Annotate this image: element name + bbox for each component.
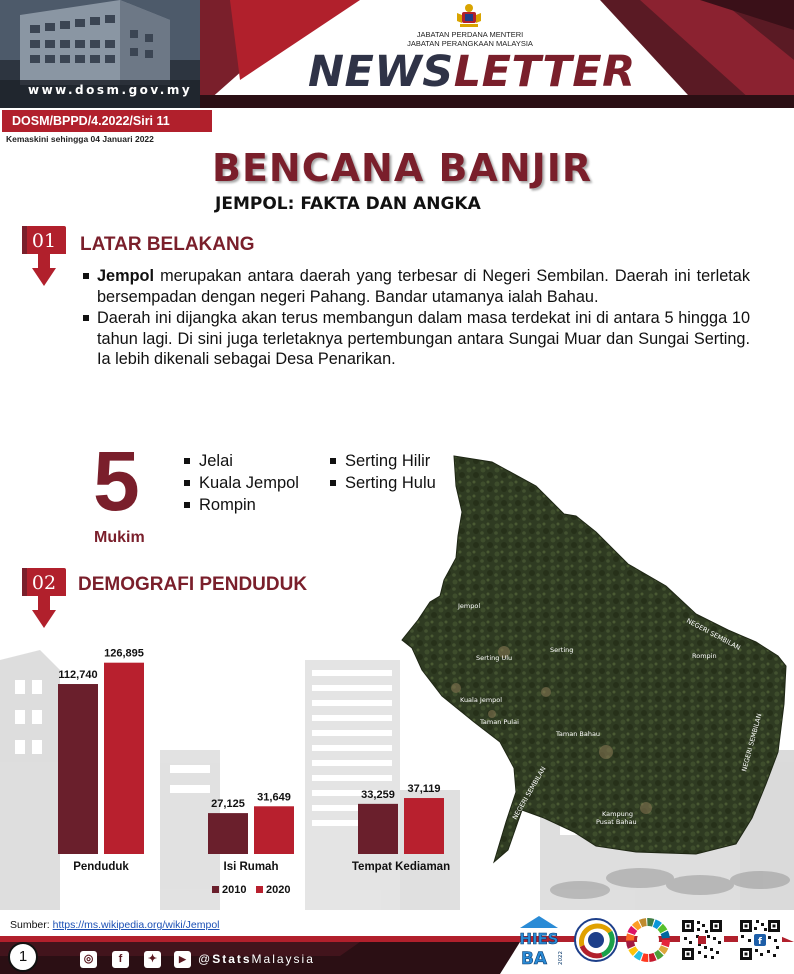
social-handle[interactable] bbox=[198, 952, 315, 966]
mukim-item: Jelai bbox=[182, 450, 299, 472]
sdg-wheel-icon bbox=[624, 916, 672, 964]
map-label-negeri-sembilan-left: NEGERI SEMBILAN bbox=[510, 765, 548, 821]
map-label-serting: Serting bbox=[550, 646, 574, 654]
bar-value-label: 31,649 bbox=[257, 791, 291, 804]
bar-2020 bbox=[254, 806, 294, 854]
demographics-bar-chart bbox=[0, 620, 470, 910]
mukim-item: Serting Hilir bbox=[328, 450, 436, 472]
qr-fb-glyph: f bbox=[758, 937, 762, 947]
map-label-kampung-2: Pusat Bahau bbox=[596, 818, 637, 826]
legend-swatch-2010 bbox=[212, 886, 219, 893]
source-link[interactable]: https://ms.wikipedia.org/wiki/Jempol bbox=[52, 919, 220, 931]
map-label-taman-bahau: Taman Bahau bbox=[556, 730, 601, 738]
bar-value-label: 112,740 bbox=[58, 669, 98, 682]
updated-date: Kemaskini sehingga 04 Januari 2022 bbox=[6, 134, 154, 144]
bar-2010 bbox=[58, 684, 98, 854]
bar-2010 bbox=[358, 804, 398, 854]
section-2-number: 02 bbox=[31, 572, 57, 594]
section-1-number: 01 bbox=[31, 230, 57, 252]
hies-ba-logo bbox=[514, 914, 564, 970]
twitter-icon[interactable]: ✦ bbox=[144, 951, 161, 968]
mukim-item: Serting Hulu bbox=[328, 472, 436, 494]
background-bullets bbox=[82, 266, 750, 371]
bar-value-label: 126,895 bbox=[104, 647, 144, 660]
legend-swatch-2020 bbox=[256, 886, 263, 893]
agency-name bbox=[380, 30, 560, 48]
newsletter-word-letter: LETTER bbox=[453, 47, 636, 97]
map-label-negeri-sembilan-side: NEGERI SEMBILAN bbox=[740, 712, 764, 773]
agency-line-2: JABATAN PERANGKAAN MALAYSIA bbox=[407, 39, 533, 48]
website-url[interactable]: www.dosm.gov.my bbox=[28, 83, 193, 97]
bar-2020 bbox=[404, 798, 444, 854]
map-label-rompin: Rompin bbox=[692, 652, 717, 660]
newsletter-word-news: NEWS bbox=[308, 47, 454, 97]
mukim-item: Kuala Jempol bbox=[182, 472, 299, 494]
bullet-item bbox=[82, 308, 750, 370]
hies-text: HIES bbox=[519, 930, 559, 948]
facebook-icon[interactable]: f bbox=[112, 951, 129, 968]
bullet-item bbox=[82, 266, 750, 307]
map-label-kampung: Kampung bbox=[602, 810, 633, 818]
legend-label-2010: 2010 bbox=[222, 884, 247, 896]
bar-2010 bbox=[208, 813, 248, 854]
qr-code-icon-2[interactable] bbox=[738, 918, 782, 962]
serial-badge: DOSM/BPPD/4.2022/Siri 11 bbox=[2, 110, 212, 132]
map-label-jempol: Jempol bbox=[458, 602, 481, 610]
section-1-marker bbox=[20, 224, 68, 284]
category-label: Tempat Kediaman bbox=[351, 861, 451, 873]
section-2-marker bbox=[20, 566, 68, 626]
source-label: Sumber: bbox=[10, 919, 53, 931]
bullet-2-text: Daerah ini dijangka akan terus membangun dalam masa terdekat ini di antara 5 hingga 10 tahun lagi. Di sini juga terletaknya pertembungan antara Sungai Muar dan Sungai Serting. Ia lebih dikenali sebagai Desa Penarikan. bbox=[97, 309, 750, 369]
mukim-label: Mukim bbox=[94, 529, 145, 546]
handle-bold: Stats bbox=[212, 952, 252, 966]
newsletter-header bbox=[0, 0, 794, 108]
section-2-title: DEMOGRAFI PENDUDUK bbox=[78, 574, 308, 595]
source-note bbox=[10, 919, 220, 931]
bar-value-label: 37,119 bbox=[407, 783, 441, 796]
section-1-title: LATAR BELAKANG bbox=[80, 234, 255, 255]
map-label-taman-pulai: Taman Pulai bbox=[480, 718, 519, 726]
dosm-anniversary-logo-icon bbox=[572, 916, 620, 964]
government-crest-icon bbox=[455, 3, 483, 29]
youtube-icon[interactable]: ▶ bbox=[174, 951, 191, 968]
handle-prefix: @ bbox=[198, 952, 213, 966]
category-label: Isi Rumah bbox=[223, 861, 279, 873]
bar-value-label: 27,125 bbox=[211, 798, 245, 811]
handle-rest: Malaysia bbox=[251, 952, 315, 966]
bar-2020 bbox=[104, 663, 144, 854]
qr-code-icon[interactable] bbox=[680, 918, 724, 962]
sub-title: JEMPOL: FAKTA DAN ANGKA bbox=[215, 194, 481, 214]
bar-value-label: 33,259 bbox=[361, 788, 395, 801]
hies-year: 2022 bbox=[558, 951, 564, 965]
legend-label-2020: 2020 bbox=[266, 884, 291, 896]
mukim-count: 5 bbox=[93, 434, 140, 528]
mukim-item: Rompin bbox=[182, 494, 299, 516]
ba-text: BA bbox=[520, 949, 548, 969]
instagram-icon[interactable]: ◎ bbox=[80, 951, 97, 968]
map-label-negeri-sembilan-top: NEGERI SEMBILAN bbox=[685, 616, 742, 652]
newsletter-wordmark bbox=[308, 48, 636, 96]
category-label: Penduduk bbox=[73, 861, 129, 873]
bullet-1-bold: Jempol bbox=[97, 267, 155, 285]
mukim-list-col1 bbox=[182, 450, 299, 516]
map-label-kuala-jempol: Kuala Jempol bbox=[460, 696, 503, 704]
map-label-serting-ulu: Serting Ulu bbox=[476, 654, 513, 662]
agency-line-1: JABATAN PERDANA MENTERI bbox=[416, 30, 524, 39]
bullet-1-text: merupakan antara daerah yang terbesar di Negeri Sembilan. Daerah ini terletak bersempadan dengan negeri Pahang. Bandar utamanya ialah Bahau. bbox=[97, 267, 750, 306]
main-title: BENCANA BANJIR bbox=[212, 146, 593, 190]
page-number: 1 bbox=[8, 942, 38, 972]
